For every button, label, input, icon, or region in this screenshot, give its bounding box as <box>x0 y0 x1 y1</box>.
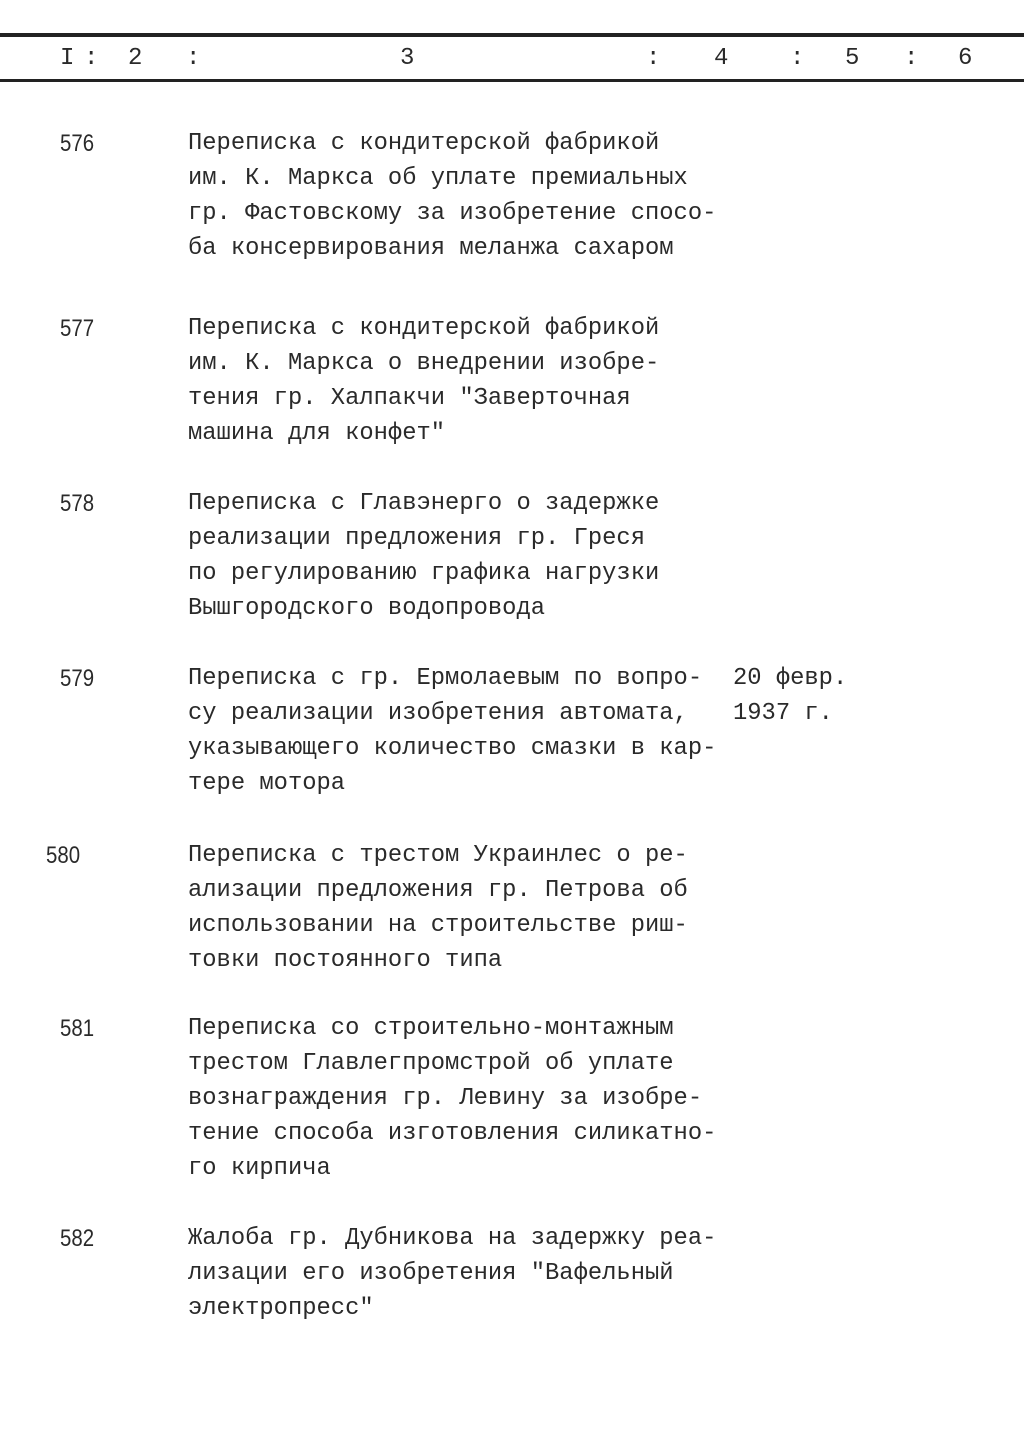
description-line: Вышгородского водопровода <box>188 595 546 622</box>
description-line: су реализации изобретения автомата, <box>188 700 688 727</box>
entry-description <box>188 661 716 801</box>
entry-description <box>188 1221 716 1326</box>
description-line: Переписка с трестом Украинлес о ре- <box>188 842 688 869</box>
col-header-3: 3 <box>400 45 415 72</box>
header-bottom-rule <box>0 79 1024 82</box>
description-line: трестом Главлегпромстрой об уплате <box>188 1050 674 1077</box>
description-line: ализации предложения гр. Петрова об <box>188 877 688 904</box>
description-line: тере мотора <box>188 770 346 797</box>
entry-number: 582 <box>60 1225 95 1252</box>
entry-number: 576 <box>60 130 95 157</box>
description-line: Жалоба гр. Дубникова на задержку реа- <box>188 1225 717 1252</box>
col-header-6: 6 <box>958 45 973 72</box>
description-line: по регулированию графика нагрузки <box>188 560 660 587</box>
description-line: лизации его изобретения "Вафельный <box>188 1260 674 1287</box>
description-line: Переписка с гр. Ермолаевым по вопро- <box>188 665 703 692</box>
entry-description <box>188 486 659 626</box>
description-line: машина для конфет" <box>188 420 446 447</box>
date-line: 1937 г. <box>733 700 833 727</box>
description-line: гр. Фастовскому за изобретение спосо- <box>188 200 717 227</box>
entry-number: 578 <box>60 490 95 517</box>
description-line: го кирпича <box>188 1155 331 1182</box>
entry-number: 580 <box>46 842 81 869</box>
col-header-4: 4 <box>714 45 729 72</box>
description-line: электропресс" <box>188 1295 374 1322</box>
description-line: Переписка со строительно-монтажным <box>188 1015 674 1042</box>
header-top-rule <box>0 33 1024 37</box>
col-header-1: I <box>60 45 75 72</box>
description-line: ба консервирования меланжа сахаром <box>188 235 674 262</box>
description-line: Переписка с кондитерской фабрикой <box>188 130 660 157</box>
description-line: указывающего количество смазки в кар- <box>188 735 717 762</box>
description-line: использовании на строительстве риш- <box>188 912 688 939</box>
col-header-2: 2 <box>128 45 143 72</box>
description-line: товки постоянного типа <box>188 947 503 974</box>
entry-number: 579 <box>60 665 95 692</box>
description-line: реализации предложения гр. Греся <box>188 525 645 552</box>
description-line: им. К. Маркса о внедрении изобре- <box>188 350 660 377</box>
date-line: 20 февр. <box>733 665 848 692</box>
description-line: вознаграждения гр. Левину за изобре- <box>188 1085 703 1112</box>
description-line: Переписка с Главэнерго о задержке <box>188 490 660 517</box>
description-line: им. К. Маркса об уплате премиальных <box>188 165 688 192</box>
entry-description <box>188 1011 716 1186</box>
col-header-5: 5 <box>845 45 860 72</box>
entry-number: 577 <box>60 315 95 342</box>
entry-date <box>733 661 847 731</box>
description-line: Переписка с кондитерской фабрикой <box>188 315 660 342</box>
entry-description <box>188 126 716 266</box>
entry-description <box>188 838 688 978</box>
entry-number: 581 <box>60 1015 95 1042</box>
entry-description <box>188 311 659 451</box>
description-line: тение способа изготовления силикатно- <box>188 1120 717 1147</box>
description-line: тения гр. Халпакчи "Заверточная <box>188 385 631 412</box>
